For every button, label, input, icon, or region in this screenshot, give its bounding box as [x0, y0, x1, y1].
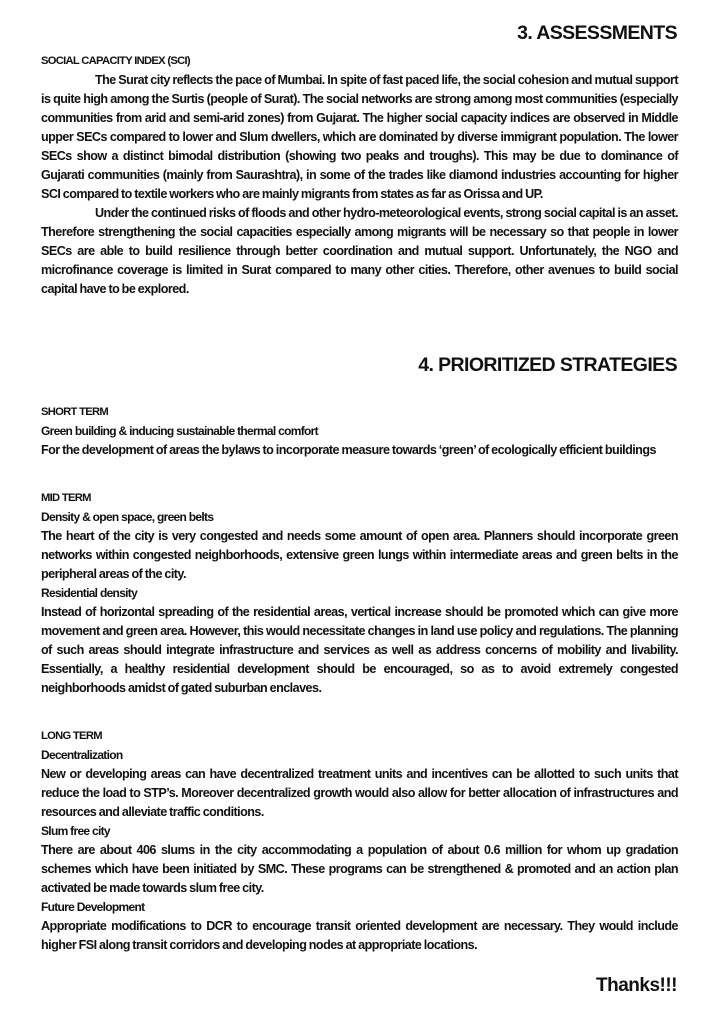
long-term-block	[41, 727, 678, 955]
section-heading-strategies: 4. PRIORITIZED STRATEGIES	[418, 354, 677, 376]
sci-paragraph-1: The Surat city reflects the pace of Mumbai. In spite of fast paced life, the social cohesion and mutual support is quite high among the Surtis (people of Surat). The social networks are strong among most communities (especially communities from arid and semi-arid zones) from Gujarat. The higher social capacity indices are observed in Middle upper SECs compared to lower and Slum dwellers, which are dominated by diverse immigrant population. The lower SECs show a distinct bimodal distribution (showing two peaks and troughs). This may be due to dominance of Gujarati communities (mainly from Saurashtra), in some of the trades like diamond industries accounting for higher SCI compared to textile workers who are mainly migrants from states as far as Orissa and UP.	[41, 73, 678, 201]
mid-term-label: MID TERM	[41, 492, 91, 504]
strategy-text: There are about 406 slums in the city accommodating a population of about 0.6 million for whom up gradation schemes which have been initiated by SMC. These programs can be strengthened & promoted and an action plan activated be made towards slum free city.	[41, 843, 678, 895]
strategy-title: Green building & inducing sustainable thermal comfort	[41, 424, 318, 438]
section-heading-assessments: 3. ASSESSMENTS	[517, 22, 677, 44]
strategy-text: The heart of the city is very congested and needs some amount of open area. Planners should incorporate green networks within congested neighborhoods, extensive green lungs within intermediate areas and green belts in the peripheral areas of the city.	[41, 529, 678, 581]
section-assessments	[41, 52, 678, 299]
long-term-label: LONG TERM	[41, 730, 102, 742]
strategy-title: Residential density	[41, 586, 138, 600]
short-term-label: SHORT TERM	[41, 406, 108, 418]
mid-term-block	[41, 489, 678, 698]
short-term-block	[41, 403, 678, 460]
sci-paragraph-2: Under the continued risks of floods and other hydro-meteorological events, strong social capital is an asset. Therefore strengthening the social capacities especially among migrants will be necessary so that people in lower SECs are able to build resilience through better coordination and mutual support. Unfortunately, the NGO and microfinance coverage is limited in Surat compared to many other cities. Therefore, other avenues to build social capital have to be explored.	[41, 206, 678, 296]
closing-thanks: Thanks!!!	[596, 975, 677, 996]
strategy-text: New or developing areas can have decentralized treatment units and incentives can be allotted to such units that reduce the load to STP’s. Moreover decentralized growth would also allow for better allocation of infrastructures and resources and alleviate traffic conditions.	[41, 767, 678, 819]
strategy-text: Appropriate modifications to DCR to encourage transit oriented development are necessary. They would include higher FSI along transit corridors and developing nodes at appropriate locations.	[41, 919, 678, 952]
strategy-title: Future Development	[41, 900, 145, 914]
strategy-title: Slum free city	[41, 824, 110, 838]
strategy-title: Density & open space, green belts	[41, 510, 214, 524]
strategy-text: For the development of areas the bylaws to incorporate measure towards ‘green’ of ecologically efficient buildings	[41, 443, 656, 457]
strategy-text: Instead of horizontal spreading of the residential areas, vertical increase should be promoted which can give more movement and green area. However, this would necessitate changes in land use policy and regulations. The planning of such areas should integrate infrastructure and services as well as address concerns of mobility and livability. Essentially, a healthy residential development should be encouraged, so as to avoid extremely congested neighborhoods amidst of gated suburban enclaves.	[41, 605, 678, 695]
sci-title: SOCIAL CAPACITY INDEX (SCI)	[41, 55, 190, 67]
strategy-title: Decentralization	[41, 748, 123, 762]
